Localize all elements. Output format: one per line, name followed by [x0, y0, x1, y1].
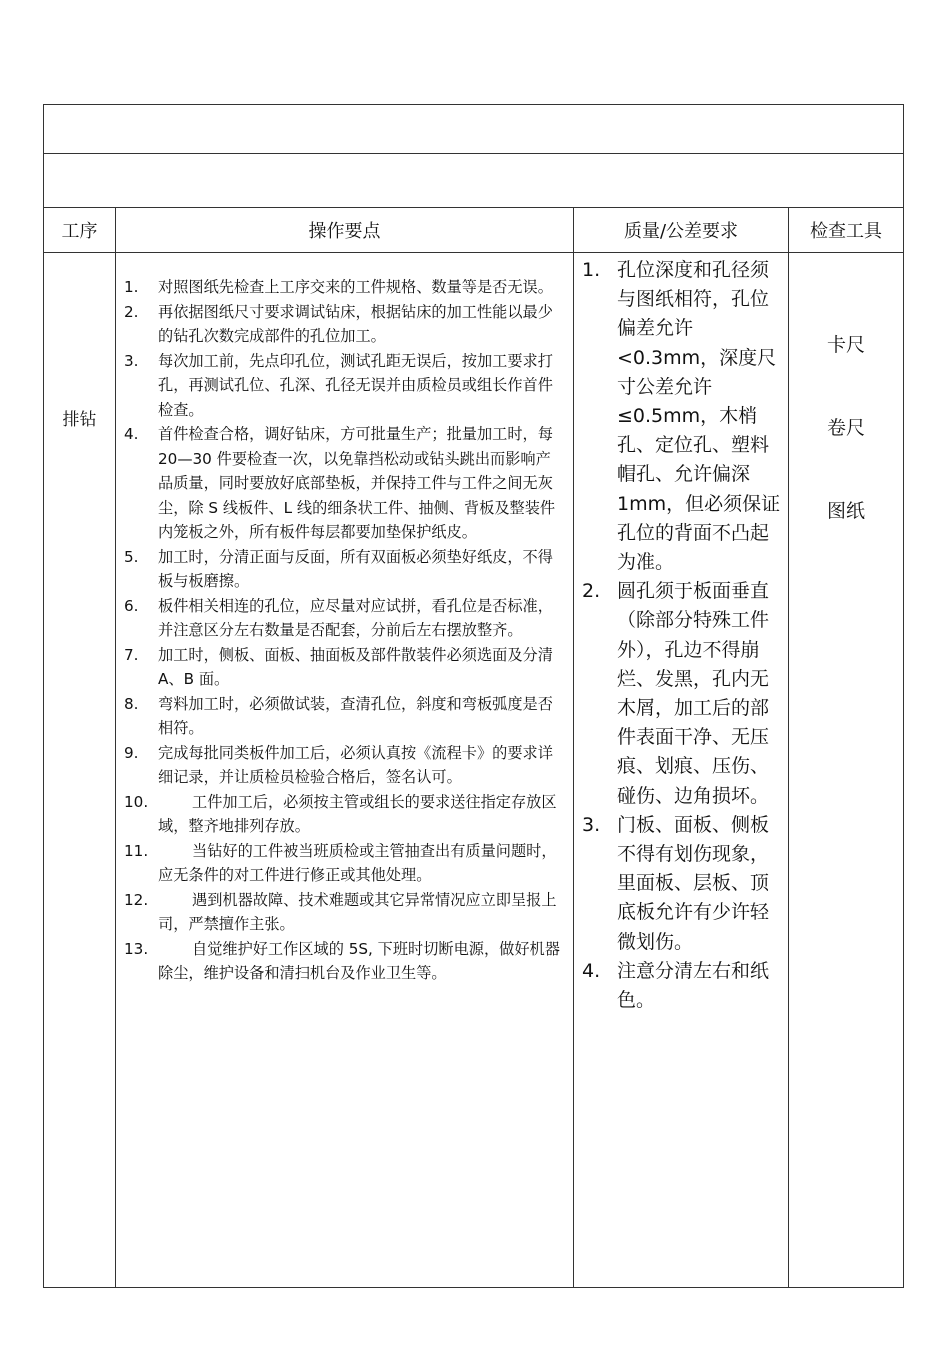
operation-text: 弯料加工时，必须做试装，查清孔位，斜度和弯板弧度是否相符。 — [158, 694, 553, 737]
tool-caliper: 卡尺 — [826, 334, 865, 356]
blank-cell — [44, 154, 904, 208]
operation-number: 9. — [124, 743, 139, 762]
process-table — [43, 104, 904, 1288]
operation-number: 12. — [124, 890, 149, 909]
operation-text: 工件加工后，必须按主管或组长的要求送往指定存放区域，整齐地排列存放。 — [158, 792, 557, 835]
body-row — [44, 253, 904, 1288]
operation-number: 5. — [124, 547, 139, 566]
operation-number: 4. — [124, 425, 139, 443]
operation-number: 2. — [124, 302, 139, 321]
operation-number: 8. — [124, 694, 139, 713]
operation-text: 首件检查合格，调好钻床，方可批量生产；批量加工时，每 20—30 件要检查一次，以免靠挡松动或钻头跳出而影响产品质量，同时要放好底部垫板，并保持工件与工件之间无灰尘，除 S 线板件、L 线的细条状工件、抽侧、背板及整装件内笼板之外，所有板件每层都要加垫保护纸皮。 — [158, 425, 556, 541]
quality-text: 圆孔须于板面垂直（除部分特殊工件外），孔边不得崩烂、发黑，孔内无木屑，加工后的部件表面干净、无压痕、划痕、压伤、碰伤、边角损坏。 — [617, 580, 770, 807]
operation-item — [124, 422, 563, 545]
operation-text: 对照图纸先检查上工序交来的工件规格、数量等是否无误。 — [158, 278, 553, 296]
blank-row-1 — [44, 105, 904, 154]
operation-item — [124, 888, 563, 937]
quality-text: 注意分清左右和纸色。 — [617, 959, 770, 1012]
operations-cell — [116, 253, 574, 1288]
operation-text: 板件相关相连的孔位，应尽量对应试拼，看孔位是否标准，并注意区分左右数量是否配套，分前后左右摆放整齐。 — [158, 596, 553, 639]
operation-item — [124, 937, 563, 986]
operation-item — [124, 275, 563, 300]
operation-text: 再依据图纸尺寸要求调试钻床，根据钻床的加工性能以最少的钻孔次数完成部件的孔位加工。 — [158, 302, 553, 345]
operation-item — [124, 349, 563, 423]
quality-number: 3. — [582, 813, 601, 836]
header-quality: 质量/公差要求 — [574, 208, 789, 253]
quality-item — [582, 811, 782, 957]
operation-item — [124, 594, 563, 643]
operation-text: 完成每批同类板件加工后，必须认真按《流程卡》的要求详细记录，并让质检员检验合格后，签名认可。 — [158, 743, 553, 786]
tool-drawing: 图纸 — [826, 500, 865, 522]
operation-item — [124, 545, 563, 594]
quality-item — [582, 957, 782, 1015]
quality-text: 门板、面板、侧板不得有划伤现象，里面板、层板、顶底板允许有少许轻微划伤。 — [617, 813, 770, 953]
operations-list — [116, 275, 573, 986]
operation-number: 7. — [124, 645, 139, 664]
header-step: 工序 — [44, 208, 116, 253]
operation-text: 加工时，分清正面与反面，所有双面板必须垫好纸皮，不得板与板磨擦。 — [158, 547, 553, 590]
operation-item — [124, 741, 563, 790]
operation-item — [124, 790, 563, 839]
quality-item — [582, 256, 782, 577]
quality-cell — [574, 253, 789, 1288]
operation-item — [124, 692, 563, 741]
operation-number: 6. — [124, 596, 139, 615]
operation-text: 遇到机器故障、技术难题或其它异常情况应立即呈报上司，严禁擅作主张。 — [158, 890, 557, 933]
step-name: 排钻 — [62, 410, 97, 430]
operation-text: 每次加工前，先点印孔位，测试孔距无误后，按加工要求打孔，再测试孔位、孔深、孔径无误并由质检员或组长作首件检查。 — [158, 351, 553, 419]
process-sheet — [43, 104, 903, 1288]
operation-text: 当钻好的工件被当班质检或主管抽查出有质量问题时，应无条件的对工件进行修正或其他处理。 — [158, 841, 557, 884]
quality-number: 4. — [582, 959, 601, 982]
operation-item — [124, 300, 563, 349]
blank-row-2 — [44, 154, 904, 208]
operation-number: 1. — [124, 278, 139, 296]
operation-number: 10. — [124, 792, 149, 811]
operation-number: 13. — [124, 939, 149, 958]
quality-text: 孔位深度和孔径须与图纸相符，孔位偏差允许<0.3mm，深度尺寸公差允许≤0.5mm，木梢孔、定位孔、塑料帽孔、允许偏深1mm，但必须保证孔位的背面不凸起为准。 — [617, 259, 781, 574]
blank-cell — [44, 105, 904, 154]
step-cell — [44, 253, 116, 1288]
operation-number: 11. — [124, 841, 149, 860]
operation-item — [124, 839, 563, 888]
operation-number: 3. — [124, 351, 139, 370]
quality-number: 2. — [582, 580, 601, 603]
header-operations: 操作要点 — [116, 208, 574, 253]
operation-item — [124, 643, 563, 692]
header-row — [44, 208, 904, 253]
operation-text: 自觉维护好工作区域的 5S, 下班时切断电源，做好机器除尘，维护设备和清扫机台及作业卫生等。 — [158, 939, 560, 982]
quality-list — [574, 256, 788, 1015]
quality-item — [582, 577, 782, 811]
operation-text: 加工时，侧板、面板、抽面板及部件散装件必须选面及分清 A、B 面。 — [158, 645, 553, 688]
tools-cell — [789, 253, 904, 1288]
header-tools: 检查工具 — [789, 208, 904, 253]
quality-number: 1. — [582, 259, 601, 281]
tool-tape-measure: 卷尺 — [826, 417, 865, 439]
